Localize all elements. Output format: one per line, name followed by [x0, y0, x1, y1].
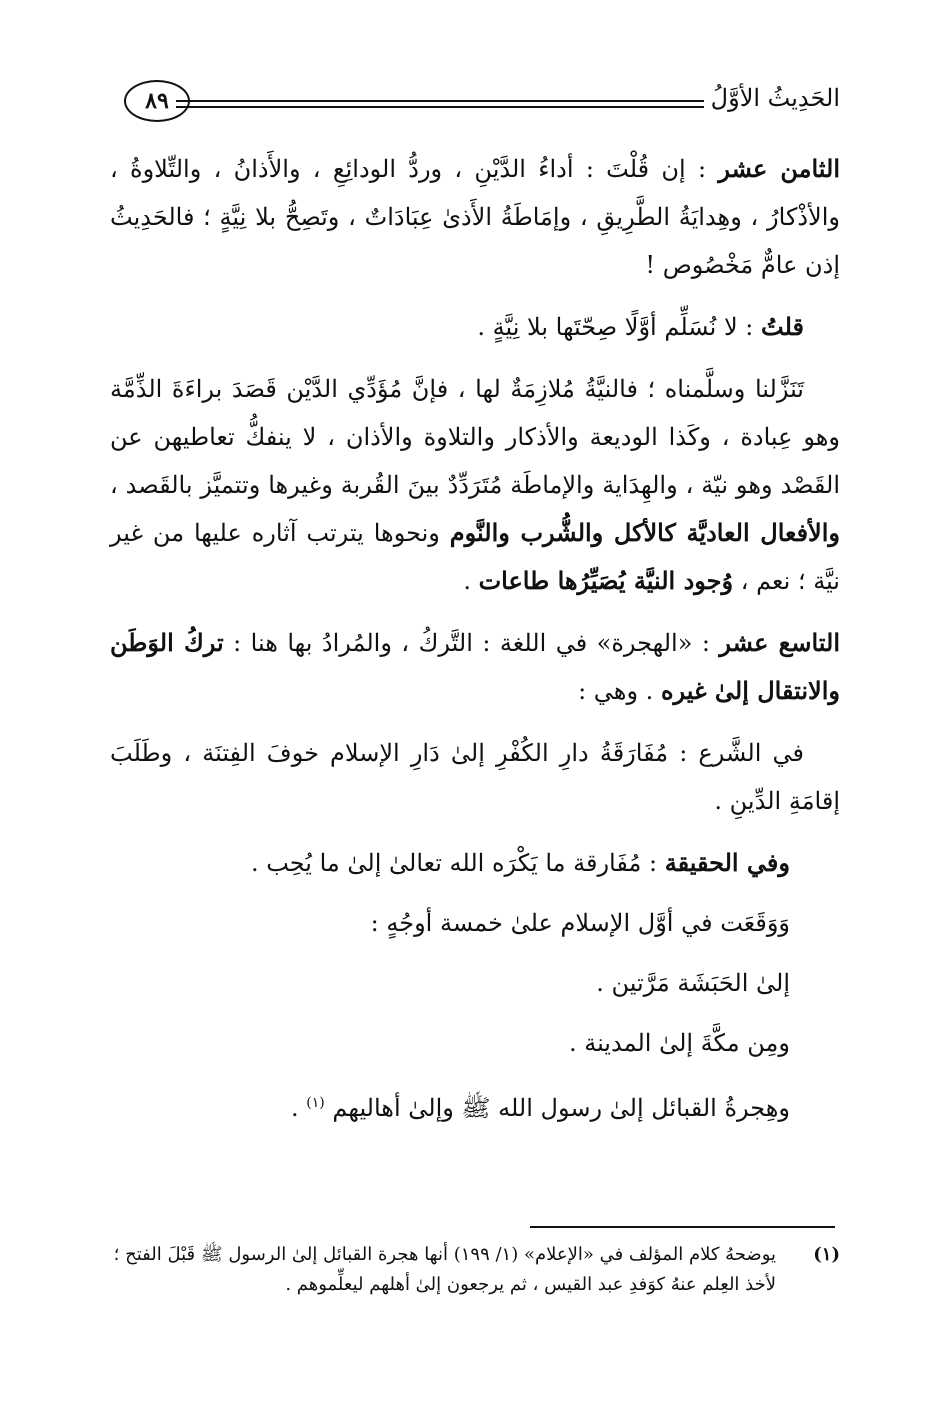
bold-phrase-habits: والأفعال العاديَّة كالأكل والشُّرب والنَّوم [449, 518, 841, 547]
paragraph-lead: قلتُ [761, 312, 804, 341]
paragraph-text: . [463, 567, 479, 595]
paragraph-sharia [110, 729, 840, 825]
list-line [110, 1019, 840, 1067]
list-line-text: وهِجرةُ القبائل إلىٰ رسول الله ﷺ وإلىٰ أهاليهم [332, 1094, 790, 1122]
running-title: الحَدِيثُ الأوَّلُ [710, 84, 840, 112]
paragraph-text: : لا نُسَلِّم أوَّلًا صِحّتَها بلا نِيَّةٍ . [477, 313, 762, 341]
paragraph-lead: الثامن عشر [718, 154, 840, 183]
paragraph-lead: التاسع عشر [719, 628, 841, 657]
list-line-text: : مُفَارقة ما يَكْرَه الله تعالىٰ إلىٰ ما يُحِب . [250, 849, 665, 877]
footnotes [110, 1240, 840, 1300]
footnote-reference[interactable]: (١) [306, 1095, 325, 1111]
paragraph-text: : إن قُلْتَ : أداءُ الدَّيْنِ ، وردُّ الودائِعِ ، والأَذانُ ، والتِّلاوةُ ، والأذْكارُ ، وهِدايَةُ الطَّرِيقِ ، وإمَاطَةُ الأَذىٰ عِبَادَاتٌ ، وتَصِحُّ بلا نِيَّةٍ ؛ فالحَدِيثُ إذن عامٌّ مَخْصُوص ! [110, 155, 840, 279]
paragraph-concession [110, 365, 840, 605]
paragraph-eighteenth [110, 145, 840, 289]
paragraph-nineteenth [110, 619, 840, 715]
bold-phrase-leaving: تركُ الوَطَن والانتقال إلىٰ غيره [110, 628, 840, 705]
footnote-text: يوضحهُ كلام المؤلف في «الإعلام» (١/ ١٩٩) أنها هجرة القبائل إلىٰ الرسول ﷺ قَبْلَ الفتح ؛ لأخذ العِلم عنهُ كوَفدِ عبد القيس ، ثم يرجعون إلىٰ أهلهم ليعلِّموهم . [113, 1244, 776, 1295]
bold-phrase-intention: وُجود النيَّة يُصَيِّرُها طاعات [478, 566, 734, 595]
list-line [110, 839, 840, 887]
paragraph-text: ونحوها يترتب آثاره عليها من غير نيَّة ؛ نعم ، [110, 519, 840, 595]
body-text [110, 145, 840, 1144]
list-line [110, 1079, 840, 1132]
list-line [110, 899, 840, 947]
page-number: ٨٩ [124, 80, 190, 122]
list-line-text: ومِن مكَّةَ إلىٰ المدينة . [568, 1029, 790, 1057]
paragraph-text: في الشَّرع : مُفَارَقَةُ دارِ الكُفْرِ إلىٰ دَارِ الإسلام خوفَ الفِتنَة ، وطَلَبَ إقامَةِ الدِّينِ . [110, 739, 840, 815]
page-header [120, 78, 840, 128]
list-line-text: . [291, 1094, 307, 1122]
paragraph-text: . وهي : [578, 677, 661, 705]
list-line-lead: وفي الحقيقة [664, 848, 790, 877]
paragraph-text: : «الهجرة» في اللغة : التَّركُ ، والمُرادُ بها هنا : [223, 629, 720, 657]
footnote-rule [530, 1226, 835, 1228]
header-rule [176, 100, 704, 108]
paragraph-text: تَنَزَّلنا وسلَّمناه ؛ فالنيَّةُ مُلازِمَةٌ لها ، فإنَّ مُؤَدِّي الدَّيْن قَصَدَ براءَةَ الذِّمَّة وهو عِبادة ، وكَذا الوديعة والأذكار والتلاوة والأذان ، لا ينفكُّ تعاطيهن عن القَصْد وهو نيّة ، والهِدَاية والإماطَة مُتَرَدِّدٌ بينَ القُربة وغيرها وتتميَّز بالقَصد ، [110, 375, 840, 499]
footnote-marker: (١) [813, 1244, 840, 1265]
list-line-text: إلىٰ الحَبَشَة مَرَّتين . [596, 969, 790, 997]
list-line-text: وَوَقَعَت في أوَّل الإسلام علىٰ خمسة أوجُهٍ : [370, 909, 790, 937]
list-line [110, 959, 840, 1007]
paragraph-answer [110, 303, 840, 351]
